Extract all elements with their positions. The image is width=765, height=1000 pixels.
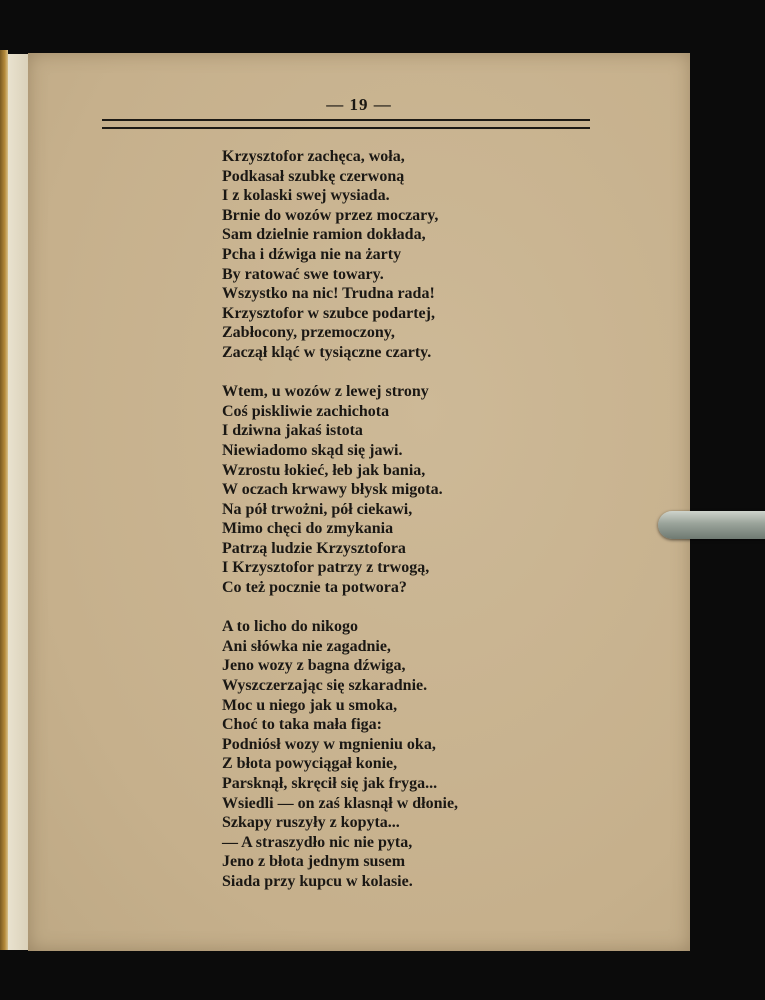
poem-line: I Krzysztofor patrzy z trwogą,: [222, 559, 430, 577]
poem-line: Siada przy kupcu w kolasie.: [222, 872, 413, 890]
poem-line: Mimo chęci do zmykania: [222, 520, 394, 538]
poem-line: Wtem, u wozów z lewej strony: [222, 383, 429, 401]
poem-line: Na pół trwożni, pół ciekawi,: [222, 500, 413, 518]
book-spine-edge: [0, 50, 8, 950]
poem-line: Z błota powyciągał konie,: [222, 755, 398, 773]
book-page: [28, 53, 690, 951]
poem-line: Choć to taka mała figa:: [222, 716, 382, 734]
poem-line: Coś piskliwie zachichota: [222, 402, 390, 420]
poem-line: Sam dzielnie ramion dokłada,: [222, 226, 426, 244]
poem-line: Krzysztofor w szubce podartej,: [222, 304, 435, 322]
poem-line: Krzysztofor zachęca, woła,: [222, 148, 405, 165]
poem-line: Wszystko na nic! Trudna rada!: [222, 285, 435, 303]
poem-line: Wyszczerzając się szkaradnie.: [222, 677, 428, 695]
page-number: — 19 —: [326, 95, 392, 114]
poem-line: Zaczął kląć w tysiączne czarty.: [222, 343, 432, 361]
poem-line: Moc u niego jak u smoka,: [222, 696, 398, 714]
poem-line: Jeno wozy z bagna dźwiga,: [222, 657, 406, 675]
bookmark-clip: [658, 511, 765, 539]
poem-line: Pcha i dźwiga nie na żarty: [222, 245, 402, 263]
poem-line: Podniósł wozy w mgnieniu oka,: [222, 735, 436, 753]
stanza: [222, 147, 642, 363]
poem-line: Brnie do wozów przez moczary,: [222, 206, 439, 224]
header-double-rule: [102, 119, 590, 129]
stanza: [222, 382, 642, 598]
poem-line: A to licho do nikogo: [222, 618, 359, 636]
poem-line: Ani słówka nie zagadnie,: [222, 637, 391, 655]
poem-line: Patrzą ludzie Krzysztofora: [222, 539, 406, 557]
poem-line: W oczach krwawy błysk migota.: [222, 481, 443, 499]
poem-line: Wsiedli — on zaś klasnął w dłonie,: [222, 794, 459, 812]
poem-line: Parsknął, skręcił się jak fryga...: [222, 775, 438, 792]
poem-text: [222, 147, 642, 911]
poem-line: Zabłocony, przemoczony,: [222, 324, 395, 342]
poem-line: Wzrostu łokieć, łeb jak bania,: [222, 461, 426, 479]
poem-line: Jeno z błota jednym susem: [222, 853, 406, 871]
page-edge-strip: [8, 54, 30, 950]
poem-line: I dziwna jakaś istota: [222, 422, 363, 440]
poem-line: Szkapy ruszyły z kopyta...: [222, 814, 400, 832]
poem-line: I z kolaski swej wysiada.: [222, 187, 390, 205]
poem-line: By ratować swe towary.: [222, 265, 384, 283]
poem-line: Co też pocznie ta potwora?: [222, 579, 407, 597]
poem-line: Podkasał szubkę czerwoną: [222, 167, 405, 185]
stanza: [222, 617, 642, 891]
poem-line: — A straszydło nic nie pyta,: [222, 833, 413, 851]
poem-line: Niewiadomo skąd się jawi.: [222, 441, 403, 459]
